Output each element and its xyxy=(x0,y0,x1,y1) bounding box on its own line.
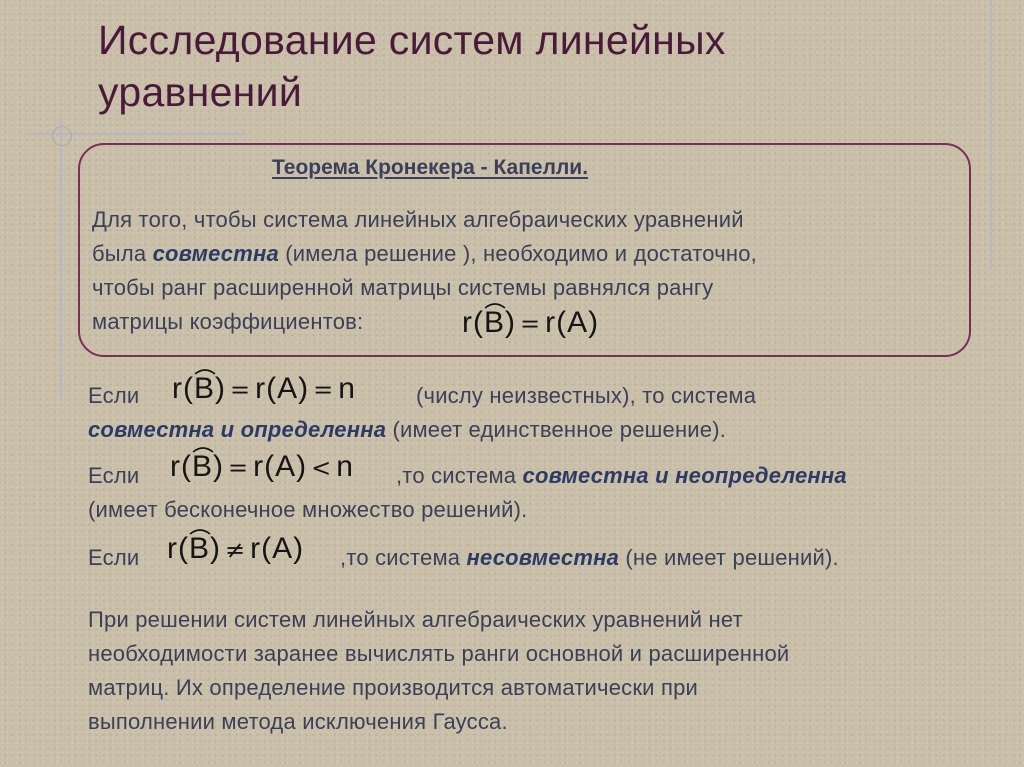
theorem-line-1: Для того, чтобы система линейных алгебраических уравнений xyxy=(92,207,744,232)
formula-equals: = xyxy=(520,310,542,338)
case2-text-b: (имеет бесконечное множество решений). xyxy=(88,497,528,522)
formula-r: r( xyxy=(172,372,194,405)
theorem-line-2 xyxy=(92,237,962,271)
case2-emphasis: совместна и неопределенна xyxy=(522,463,847,488)
case3-text-b: (не имеет решений). xyxy=(619,545,839,570)
theorem-formula xyxy=(462,306,599,340)
formula-b: B xyxy=(483,306,505,339)
case2-text-a: ,то система xyxy=(396,463,523,488)
formula-ra: r(A) xyxy=(545,306,600,339)
formula-n: n xyxy=(336,450,354,483)
formula-b: B xyxy=(188,532,210,565)
formula-equals: = xyxy=(313,376,335,404)
formula-equals: = xyxy=(228,454,250,482)
formula-b-hat xyxy=(192,450,213,484)
formula-ra: r(A) xyxy=(255,372,310,405)
case2-formula xyxy=(170,450,354,484)
note-line-4: выполнении метода исключения Гаусса. xyxy=(88,709,508,734)
closing-note xyxy=(88,603,1008,739)
case1-text-b: (имеет единственное решение). xyxy=(386,417,727,442)
note-line-3: матриц. Их определение производится автоматически при xyxy=(88,675,699,700)
theorem-text: (имела решение ), необходимо и достаточно, xyxy=(278,241,757,266)
formula-paren: ) xyxy=(213,450,224,483)
theorem-line-4: матрицы коэффициентов: xyxy=(92,309,364,334)
case2-prefix: Если xyxy=(88,463,140,488)
case1-line-2 xyxy=(88,413,726,447)
formula-b-hat xyxy=(194,372,215,406)
formula-b: B xyxy=(193,372,215,405)
case3-formula xyxy=(167,532,304,566)
case2-line-1 xyxy=(396,459,847,493)
formula-equals: = xyxy=(230,376,252,404)
decorative-line-vertical-left xyxy=(60,120,62,400)
formula-b: B xyxy=(191,450,213,483)
formula-not-equal: ≠ xyxy=(225,536,247,564)
case1-prefix: Если xyxy=(88,383,140,408)
theorem-heading: Теорема Кронекера - Капелли. xyxy=(272,156,589,179)
theorem-line-3: чтобы ранг расширенной матрицы системы равнялся рангу xyxy=(92,275,714,300)
case1-formula xyxy=(172,372,356,406)
decorative-circle-icon xyxy=(52,126,72,146)
theorem-emphasis: совместна xyxy=(152,241,279,266)
slide-title xyxy=(98,14,898,118)
formula-paren: ) xyxy=(505,306,516,339)
decorative-line-vertical-right xyxy=(990,0,992,270)
title-line-1: Исследование систем линейных xyxy=(98,17,726,63)
formula-r: r( xyxy=(462,306,484,339)
formula-less-than: < xyxy=(311,454,333,482)
formula-r: r( xyxy=(170,450,192,483)
case1-text-a: (числу неизвестных), то система xyxy=(416,383,757,408)
formula-b-hat xyxy=(189,532,210,566)
case3-text-a: ,то система xyxy=(340,545,467,570)
case1-emphasis: совместна и определенна xyxy=(88,417,387,442)
formula-paren: ) xyxy=(215,372,226,405)
theorem-text: была xyxy=(92,241,153,266)
formula-ra: r(A) xyxy=(253,450,308,483)
note-line-2: необходимости заранее вычислять ранги основной и расширенной xyxy=(88,641,790,666)
formula-b-hat xyxy=(484,306,505,340)
formula-paren: ) xyxy=(210,532,221,565)
title-line-2: уравнений xyxy=(98,69,303,115)
formula-n: n xyxy=(338,372,356,405)
formula-r: r( xyxy=(167,532,189,565)
formula-ra: r(A) xyxy=(250,532,305,565)
case3-emphasis: несовместна xyxy=(466,545,620,570)
case3-line xyxy=(340,541,839,575)
note-line-1: При решении систем линейных алгебраических уравнений нет xyxy=(88,607,743,632)
case3-prefix: Если xyxy=(88,545,140,570)
